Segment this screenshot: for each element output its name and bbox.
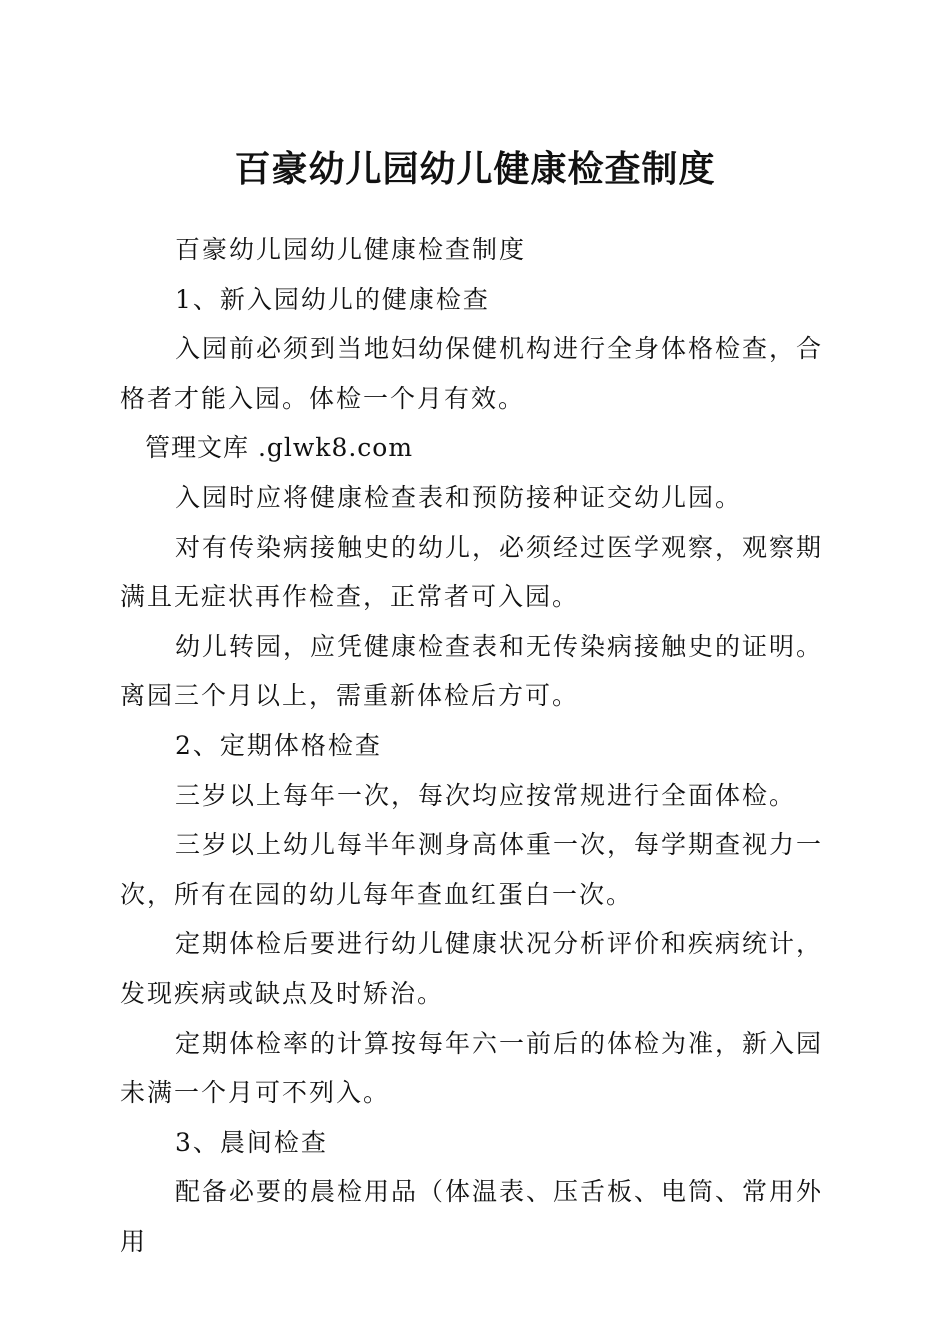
section-heading-new-enrollment: 1、新入园幼儿的健康检查 (175, 284, 490, 314)
paragraph: 入园时应将健康检查表和预防接种证交幼儿园。 (175, 482, 743, 512)
section-heading-periodic-exam: 2、定期体格检查 (175, 730, 382, 760)
watermark-text: 管理文库 .glwk8.com (145, 433, 414, 463)
document-body (120, 225, 835, 1266)
paragraph-subtitle: 百豪幼儿园幼儿健康检查制度 (175, 235, 527, 264)
paragraph: 三岁以上幼儿每半年测身高体重一次，每学期查视力一次，所有在园的幼儿每年查血红蛋白一次。 (120, 830, 824, 909)
section-heading-morning-check: 3、晨间检查 (175, 1127, 328, 1157)
paragraph: 对有传染病接触史的幼儿，必须经过医学观察，观察期满且无症状再作检查，正常者可入园。 (120, 532, 824, 612)
paragraph: 定期体检后要进行幼儿健康状况分析评价和疾病统计，发现疾病或缺点及时矫治。 (120, 929, 824, 1008)
document-title: 百豪幼儿园幼儿健康检查制度 (234, 148, 716, 190)
paragraph: 幼儿转园，应凭健康检查表和无传染病接触史的证明。离园三个月以上，需重新体检后方可。 (120, 631, 824, 711)
paragraph: 三岁以上每年一次，每次均应按常规进行全面体检。 (175, 780, 797, 810)
paragraph: 定期体检率的计算按每年六一前后的体检为准，新入园未满一个月可不列入。 (120, 1028, 824, 1108)
paragraph: 入园前必须到当地妇幼保健机构进行全身体格检查，合格者才能入园。体检一个月有效。 (120, 334, 824, 413)
paragraph: 配备必要的晨检用品（体温表、压舌板、电筒、常用外用 (120, 1177, 824, 1256)
